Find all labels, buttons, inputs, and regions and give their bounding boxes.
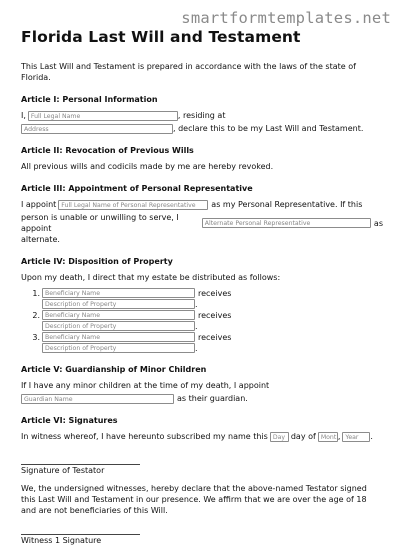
article-1-residing-text: , residing at [177, 111, 226, 120]
property-description-field[interactable]: Description of Property [42, 321, 195, 331]
guardian-name-field[interactable]: Guardian Name [21, 394, 174, 404]
article-6-line-1 [21, 431, 383, 442]
date-end: . [370, 432, 373, 441]
testator-signature-label: Signature of Testator [21, 466, 105, 475]
receives-text: receives [198, 310, 232, 320]
full-legal-name-field[interactable]: Full Legal Name [28, 111, 178, 121]
bequest-end: . [195, 343, 198, 353]
bequest-number: 2. [32, 310, 40, 320]
bequest-number: 1. [32, 288, 40, 298]
bequest-number: 3. [32, 332, 40, 342]
article-5-text: If I have any minor children at the time of my death, I appoint [21, 381, 270, 390]
receives-text: receives [198, 332, 232, 342]
day-field[interactable]: Day [270, 432, 289, 442]
personal-representative-field[interactable]: Full Legal Name of Personal Representative [58, 200, 208, 210]
beneficiary-name-field[interactable]: Beneficiary Name [42, 332, 195, 342]
year-field[interactable]: Year [342, 432, 370, 442]
article-3-as-text: as [373, 218, 383, 228]
witness-1-signature-label: Witness 1 Signature [21, 536, 102, 545]
article-3-heading: Article III: Appointment of Personal Representative [21, 184, 253, 193]
bequest-end: . [195, 321, 198, 331]
receives-text: receives [198, 288, 232, 298]
article-3-line-1 [21, 199, 383, 210]
article-3-line2-text: person is unable or unwilling to serve, I appoint [21, 213, 179, 233]
page-title: Florida Last Will and Testament [21, 28, 301, 46]
witness-1-signature-line[interactable] [21, 534, 140, 535]
bequest-item [21, 332, 383, 353]
article-4-heading: Article IV: Disposition of Property [21, 257, 173, 266]
article-4-text: Upon my death, I direct that my estate be distributed as follows: [21, 273, 281, 282]
article-1-line-1 [21, 110, 383, 121]
beneficiary-name-field[interactable]: Beneficiary Name [42, 288, 195, 298]
testator-signature-line[interactable] [21, 464, 140, 465]
article-5-line-2 [21, 393, 383, 404]
bequest-item [21, 288, 383, 309]
article-6-prefix: In witness whereof, I have hereunto subscribed my name this [21, 432, 268, 441]
article-1-heading: Article I: Personal Information [21, 95, 158, 104]
witness-declaration-text: We, the undersigned witnesses, hereby declare that the above-named Testator signed this Last Will and Testament in our presence. We affirm that we are over the age of 18 and are not beneficiaries of this Will. [21, 484, 367, 515]
article-3-line-2 [21, 212, 383, 234]
article-1-prefix: I, [21, 111, 26, 120]
article-6-heading: Article VI: Signatures [21, 416, 118, 425]
property-description-field[interactable]: Description of Property [42, 299, 195, 309]
will-document [21, 28, 383, 545]
site-watermark: smartformtemplates.net [181, 9, 391, 27]
property-description-field[interactable]: Description of Property [42, 343, 195, 353]
alternate-representative-field[interactable]: Alternate Personal Representative [202, 218, 371, 228]
article-2-text: All previous wills and codicils made by me are hereby revoked. [21, 162, 274, 171]
article-3-line-3: alternate. [21, 235, 60, 244]
intro-text: This Last Will and Testament is prepared in accordance with the laws of the state of Florida. [21, 62, 356, 82]
beneficiary-name-field[interactable]: Beneficiary Name [42, 310, 195, 320]
article-5-heading: Article V: Guardianship of Minor Children [21, 365, 207, 374]
bequest-end: . [195, 299, 198, 309]
article-3-prefix: I appoint [21, 200, 57, 209]
article-5-suffix: as their guardian. [177, 394, 248, 403]
article-2-heading: Article II: Revocation of Previous Wills [21, 146, 194, 155]
article-1-declare-text: , declare this to be my Last Will and Testament. [173, 124, 364, 133]
date-comma: , [337, 432, 341, 441]
article-3-mid-text: as my Personal Representative. If this [211, 200, 363, 209]
article-1-line-2 [21, 123, 383, 134]
bequest-item [21, 310, 383, 331]
address-field[interactable]: Address [21, 124, 173, 134]
day-of-text: day of [290, 432, 316, 441]
month-field[interactable]: Mont [318, 432, 338, 442]
